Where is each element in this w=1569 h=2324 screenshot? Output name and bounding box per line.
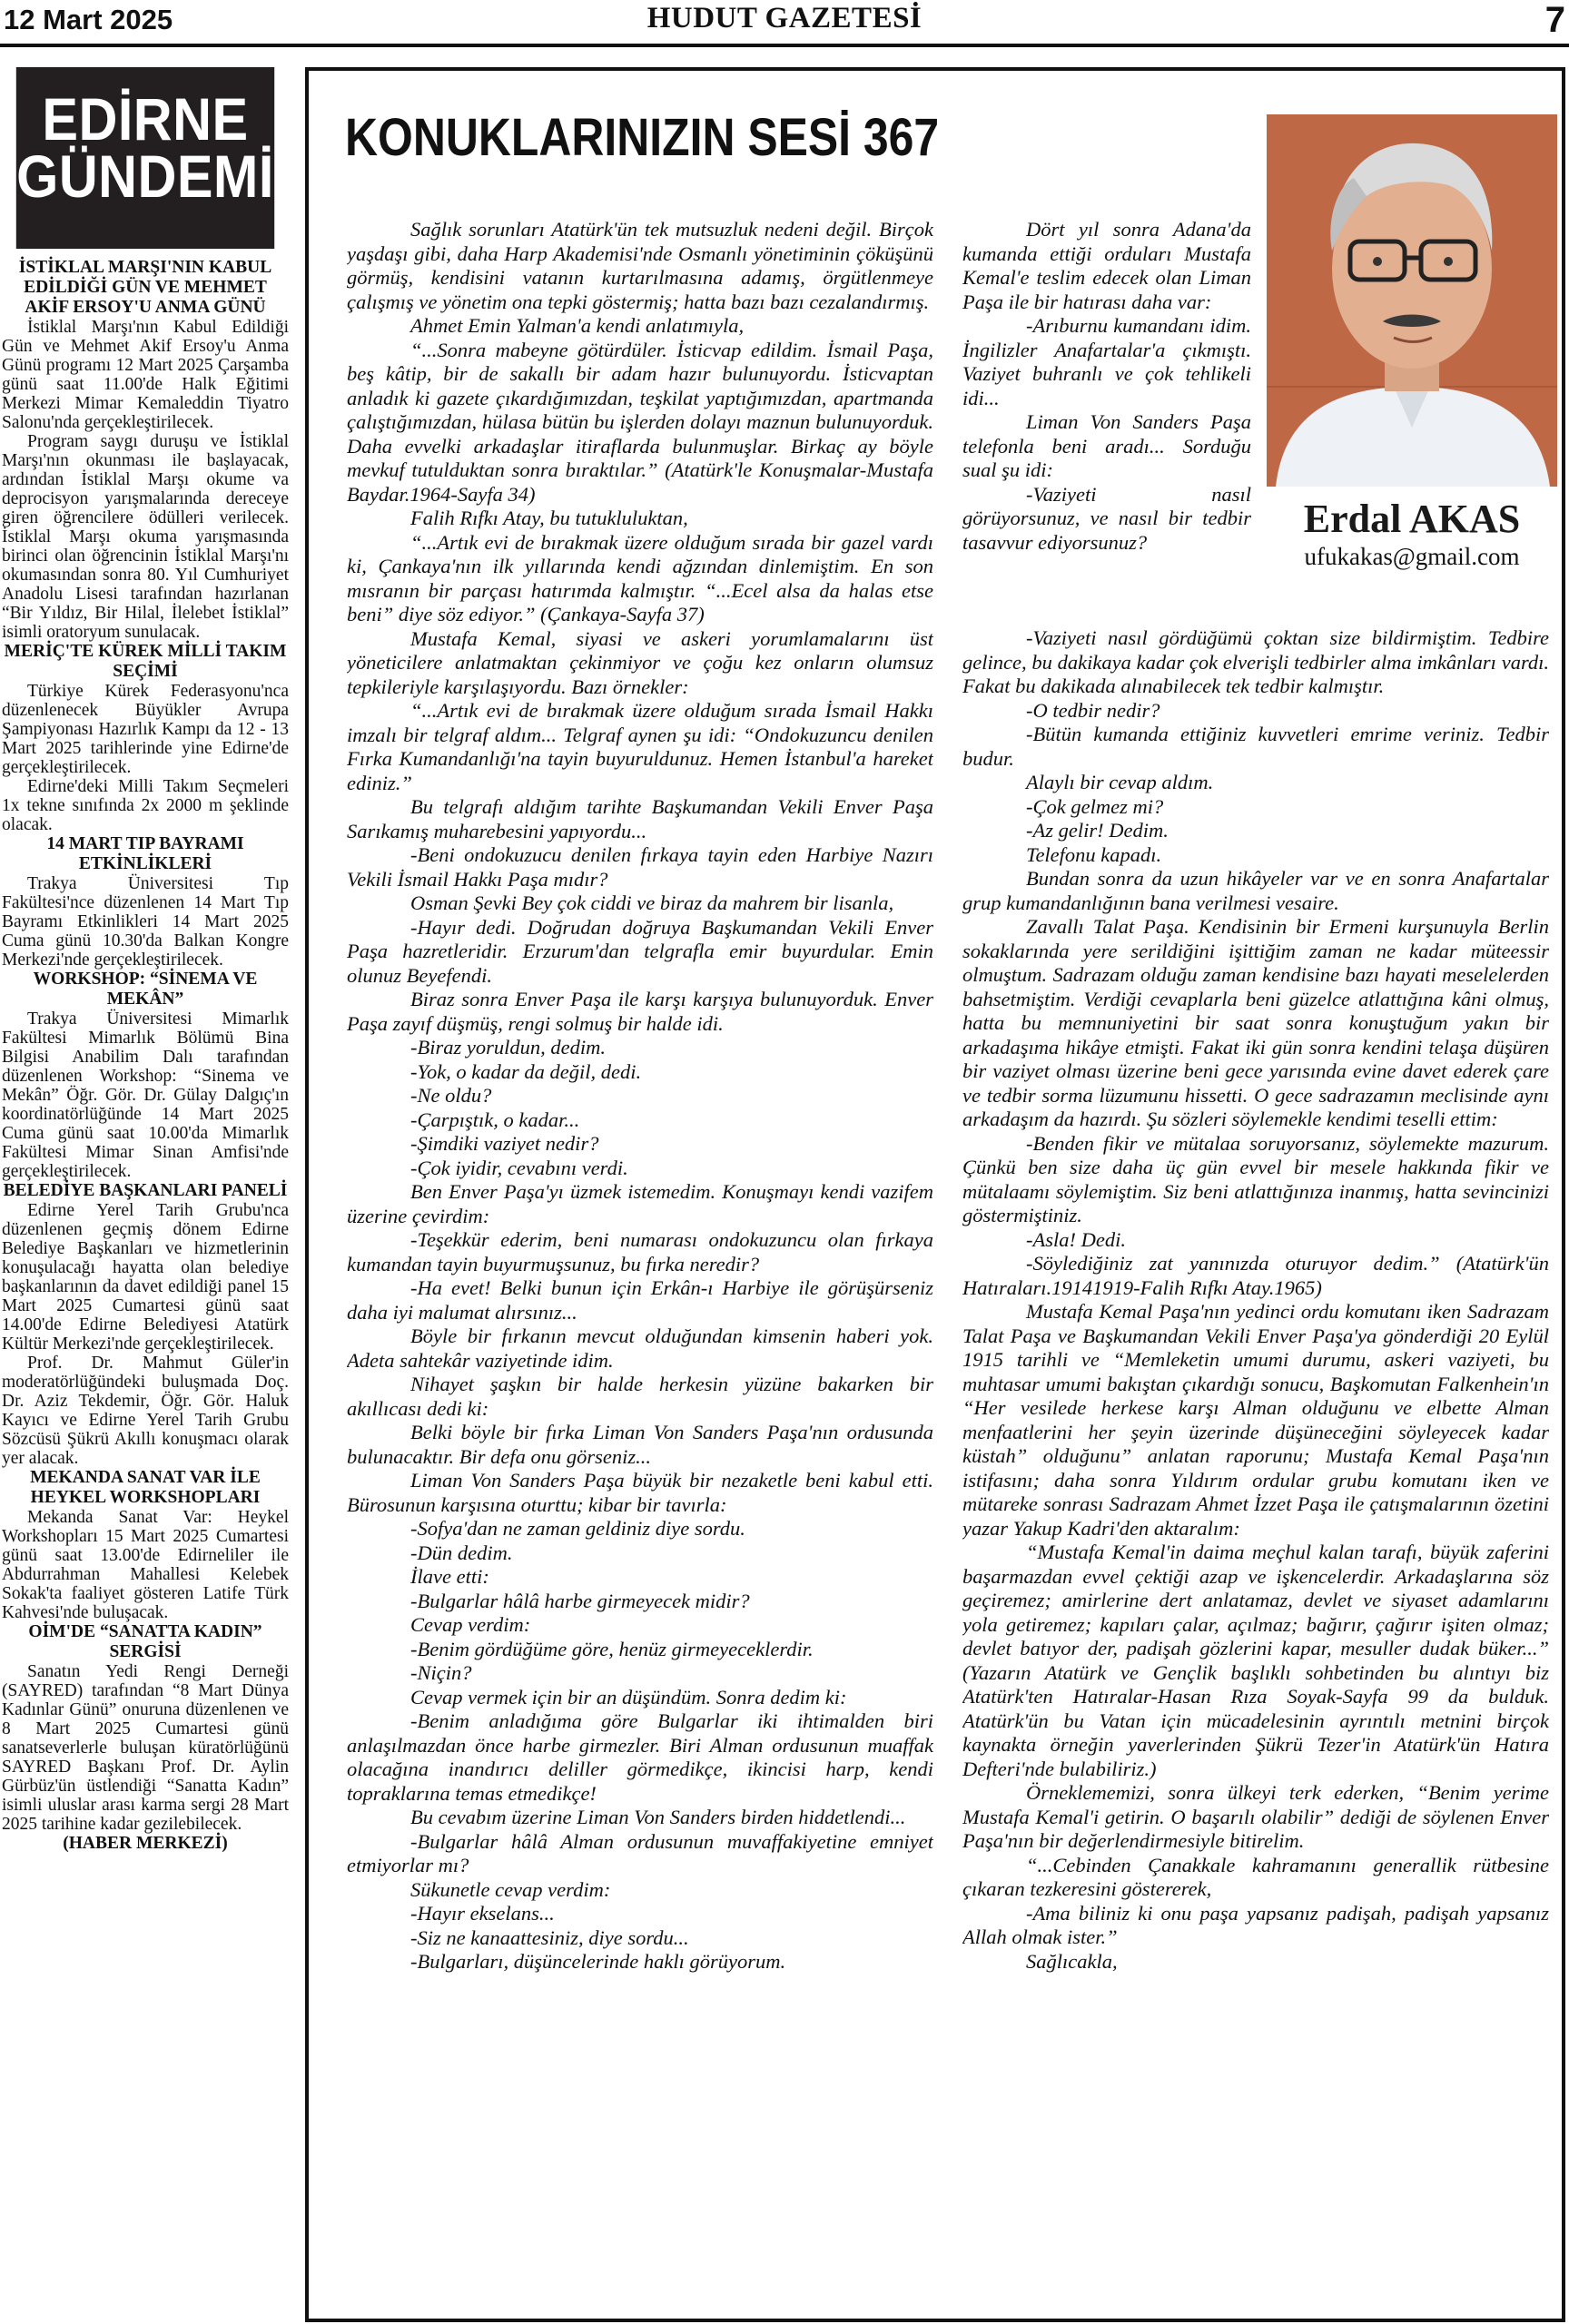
news-paragraph: Türkiye Kürek Federasyonu'nca düzenlenecek Büyükler Avrupa Şampiyonası Hazırlık Kampı da 12 - 13 Mart 2025 tarihlerinde yine Edirne'de gerçekleştirilecek. [2,682,289,777]
article-paragraph: Biraz sonra Enver Paşa ile karşı karşıya bulunuyorduk. Enver Paşa zayıf düşmüş, rengi solmuş bir halde idi. [347,988,933,1035]
news-heading: 14 MART TIP BAYRAMI ETKİNLİKLERİ [46,834,244,873]
article-paragraph: -Bulgarlar hâlâ Alman ordusunun muvaffakiyetine emniyet etmiyorlar mı? [347,1829,933,1876]
article-paragraph: Mustafa Kemal, siyasi ve askeri yorumlamalarını üst yöneticilere anlatmaktan çekinmiyor ve çoğu kez onların olumsuz tepkileriyle karşılaşıyordu. Bazı örnekler: [347,626,933,698]
article-paragraph: Dört yıl sonra Adana'da kumanda ettiği orduları Mustafa Kemal'e teslim edecek olan Liman Paşa ile bir hatırası daha var: [962,218,1251,313]
page-number: 7 [1544,0,1565,40]
article-paragraph: -Ha evet! Belki bunun için Erkân-ı Harbiye ile görüşürseniz daha iyi malumat alırsınız... [347,1276,933,1324]
article-paragraph: -Hayır dedi. Doğrudan doğruya Başkumandan Vekili Enver Paşa hazretleridir. Erzurum'dan telgrafla emir buyurdular. Emin olunuz Beyefendi. [347,915,933,987]
article-paragraph: -Çarpıştık, o kadar... [410,1108,580,1131]
article-paragraph: Liman Von Sanders Paşa büyük bir nezaketle beni kabul etti. Bürosunun karşısına oturttu; kibar bir tavırla: [347,1469,933,1516]
article-paragraph: Ben Enver Paşa'yı üzmek istemedim. Konuşmayı kendi vazifem üzerine çevirdim: [347,1180,933,1227]
news-paragraph: Edirne'deki Milli Takım Seçmeleri 1x tekne sınıfında 2x 2000 m şeklinde olacak. [2,777,289,834]
news-heading: OİM'DE “SANATTA KADIN” SERGİSİ [28,1622,262,1661]
article-paragraph: Sükunetle cevap verdim: [410,1877,611,1901]
article-paragraph: -Benim gördüğüme göre, henüz girmeyeceklerdir. [410,1637,814,1660]
news-paragraph: Prof. Dr. Mahmut Güler'in moderatörlüğündeki buluşmada Doç. Dr. Aziz Tekdemir, Öğr. Gör. Haluk Kayıcı ve Edirne Yerel Tarih Grubu Sözcüsü Şükrü Akıllı konuşmacı olarak yer alacak. [2,1354,289,1468]
news-paragraph: Mekanda Sanat Var: Heykel Workshopları 15 Mart 2025 Cumartesi günü saat 13.00'de Edirneliler ile Abdurrahman Mahallesi Kelebek Sokak'ta faaliyet gösteren Latife Türk Kahvesi'nde buluşacak. [2,1508,289,1622]
article-paragraph: Böyle bir fırkanın mevcut olduğundan kimsenin haberi yok. Adeta sahtekâr vaziyetinde idim. [347,1324,933,1372]
article-paragraph: -Vaziyeti nasıl görüyorsunuz, ve nasıl bir tedbir tasavvur ediyorsunuz? [962,482,1251,554]
article-paragraph: -Vaziyeti nasıl gördüğümü çoktan size bildirmiştim. Tedbire gelince, bu dakikaya kadar çok elverişli tedbirler alma imkânları vardı. Fakat bu dakikada alınabilecek tek tedbir kalmıştır. [962,626,1549,697]
article-paragraph: -Hayır ekselans... [410,1902,555,1925]
article-paragraph: -Sofya'dan ne zaman geldiniz diye sordu. [410,1517,745,1540]
page-header [0,0,1569,45]
article-paragraph: “...Sonra mabeyne götürdüler. İsticvap edildim. İsmail Paşa, beş kâtip, bir de sakallı bir adam hazır bulunuyordu. İsticvaptan anladık ki gazete çıkardığımızdan, teşkilat yaptığımızdan, apartmanda çalıştığımızdan, hülasa bütün bu işlerden dolayı maznun bulunuyorduk. Daha evvelki arkadaşlar itiraflarda bulunmuşlar. Birkaç ay böyle mevkuf tutulduktan sonra bıraktılar.” (Atatürk'le Konuşmalar-Mustafa Baydar.1964-Sayfa 34) [347,338,933,506]
article-paragraph: -Şimdiki vaziyet nedir? [410,1132,599,1155]
issue-date: 12 Mart 2025 [4,4,173,35]
article-paragraph: Bundan sonra da uzun hikâyeler var ve en sonra Anafartalar grup kumandanlığının bana verilmesi vesaire. [962,867,1549,914]
article-paragraph: Belki böyle bir fırka Liman Von Sanders Paşa'nın ordusunda bulunacaktır. Bir defa onu görseniz... [347,1421,933,1468]
article-paragraph: -Çok gelmez mi? [1026,794,1164,818]
author-photo [1267,114,1557,487]
article-column-2 [962,218,1251,626]
article-paragraph: -Biraz yoruldun, dedim. [410,1036,606,1059]
article-paragraph: Mustafa Kemal Paşa'nın yedinci ordu komutanı iken Sadrazam Talat Paşa ve Başkumandan Vekili Enver Paşa'ya gönderdiği 20 Eylül 1915 tarihli ve “Memleketin umumi durumu, askeri vaziyeti, bu muhtasar umumi bakıştan çıkardığı sonucu, Başkomutan Falkenhein'ın “Her vesilede herkese karşı Alman olduğunu ve elbette Alman menfaatlerini her şeyin üzerinde düşüneceğini söyleyecek kadar küstah” olduğunu” anlatan raporunu; Mustafa Kemal Paşa'nın istifasını; daha sonra Yıldırım ordular grubu komutanı iken ve mütareke sonrası Sadrazam Ahmet İzzet Paşa ile çatışmalarının özetini yazar Yakup Kadri'den aktaralım: [962,1300,1549,1540]
sidebar-signature: (HABER MERKEZİ) [63,1834,228,1853]
article-paragraph: -Siz ne kanaattesiniz, diye sordu... [410,1925,689,1949]
article-paragraph: “...Artık evi de bırakmak üzere olduğum sırada İsmail Hakkı imzalı bir telgraf aldım... Telgraf aynen şu idi: “Ondokuzuncu denilen Fırka Kumandanlığı'na tayin buyuruldunuz. Hemen İstanbul'a hareket ediniz.” [347,699,933,794]
sidebar-news-list [2,249,289,1853]
article-paragraph: “...Cebinden Çanakkale kahramanını generallik rütbesine çıkaran tezkeresini göstererek, [962,1853,1549,1900]
article-paragraph: -Asla! Dedi. [1026,1227,1126,1251]
article-paragraph: Ahmet Emin Yalman'a kendi anlatımıyla, [410,314,745,337]
article-paragraph: Örneklememizi, sonra ülkeyi terk ederken, “Benim yerime Mustafa Kemal'i getirin. O başarılı olabilir” dediği de söylenen Enver Paşa'nın bir değerlendirmesiyle bitirelim. [962,1781,1549,1852]
article-paragraph: İlave etti: [410,1565,489,1588]
news-paragraph: Trakya Üniversitesi Mimarlık Fakültesi Mimarlık Bölümü Bina Bilgisi Anabilim Dalı tarafından düzenlenen Workshop: “Sinema ve Mekân” Öğr. Gör. Dr. Gülay Dalgıç'ın koordinatörlüğünde 14 Mart 2025 Cuma günü saat 10.00'da Mimarlık Fakültesi Mimar Sinan Amfisi'nde gerçekleştirilecek. [2,1009,289,1181]
news-paragraph: İstiklal Marşı'nın Kabul Edildiği Gün ve Mehmet Akif Ersoy'u Anma Günü programı 12 Mart 2025 Çarşamba günü saat 11.00'de Halk Eğitimi Merkezi Mimar Kemaleddin Tiyatro Salonu'nda gerçekleştirilecek. [2,318,289,432]
article-paragraph: -Beni ondokuzucu denilen fırkaya tayin eden Harbiye Nazırı Vekili İsmail Hakkı Paşa mıdır? [347,843,933,891]
article-paragraph: Telefonu kapadı. [1026,842,1162,866]
newspaper-name: HUDUT GAZETESİ [646,2,923,34]
article-paragraph: -O tedbir nedir? [1026,698,1160,722]
edirne-gundemi-sidebar [2,67,289,2324]
article-paragraph: -Niçin? [410,1661,472,1684]
article-paragraph: -Az gelir! Dedim. [1026,819,1169,842]
article-title: KONUKLARINIZIN SESİ 367 [345,108,940,167]
article-paragraph: Bu telgrafı aldığım tarihte Başkumandan Vekili Enver Paşa Sarıkamış muharebesini yapıyordu... [347,795,933,842]
article-paragraph: Cevap verdim: [410,1613,531,1636]
article-paragraph: Liman Von Sanders Paşa telefonla beni aradı... Sorduğu sual şu idi: [962,410,1251,481]
news-paragraph: Program saygı duruşu ve İstiklal Marşı'nın okunması ile başlayacak, ardından İstiklal Marşı okume va deprocisyon yarışmalarında dereceye giren öğrencilere ödülleri verilecek. İstiklal Marşı okuma yarışmasında birinci olan öğrencinin İstiklal Marşı'nı okumasından sonra 80. Yıl Cumhuriyet Anadolu Lisesi tarafından hazırlanan “Bir Yıldız, Bir Hilal, İlelebet İstiklal” isimli oratoryum sunulacak. [2,432,289,642]
article-paragraph: -Yok, o kadar da değil, dedi. [410,1059,642,1083]
news-paragraph: Sanatın Yedi Rengi Derneği (SAYRED) tarafından “8 Mart Dünya Kadınlar Günü” onuruna düzenlenen ve 8 Mart 2025 Cumartesi günü sanatseverlerle buluşan küratörlüğünü SAYRED Başkanı Prof. Dr. Aylin Gürbüz'ün üstlendiği “Sanatta Kadın” isimli uluslar arası karma sergi 28 Mart 2025 tarihine kadar gezilebilecek. [2,1662,289,1834]
article-column-1 [347,218,933,2306]
article-paragraph: Sağlık sorunları Atatürk'ün tek mutsuzluk nedeni değil. Birçok yaşdaşı gibi, daha Harp Akademisi'nde Osmanlı yönetiminin çöküşünü görmüş, kendisini vatanın kurtarılmasına adamış, örgütlenmeye çalışmış ve yönetim ona tepki göstermiş; hatta bazı bazı cezalandırmış. [347,218,933,313]
news-heading: İSTİKLAL MARŞI'NIN KABUL EDİLDİĞİ GÜN VE MEHMET AKİF ERSOY'U ANMA GÜNÜ [18,258,272,317]
article-paragraph: -Dün dedim. [410,1541,513,1564]
article-paragraph: -Ne oldu? [410,1084,492,1107]
article-paragraph: Sağlıcakla, [1026,1949,1118,1973]
article-paragraph: -Arıburnu kumandanı idim. İngilizler Anafartalar'a çıkmıştı. Vaziyet buhranlı ve çok tehlikeli idi... [962,314,1251,409]
article-paragraph: -Bulgarlar hâlâ harbe girmeyecek midir? [410,1589,750,1612]
news-heading: BELEDİYE BAŞKANLARI PANELİ [3,1181,288,1200]
article-column-3 [962,626,1549,2306]
news-paragraph: Edirne Yerel Tarih Grubu'nca düzenlenen geçmiş dönem Edirne Belediye Başkanları ve hizmetlerinin konuşulacağı hayatta olan belediye başkanlarının da davet edildiği panel 15 Mart 2025 Cumartesi günü saat 14.00'de Edirne Belediyesi Atatürk Kültür Merkezi'nde gerçekleştirilecek. [2,1201,289,1354]
article-paragraph: -Söylediğiniz zat yanınızda oturuyor dedim.” (Atatürk'ün Hatıraları.19141919-Falih Rıfkı Atay.1965) [962,1252,1549,1299]
author-email: ufukakas@gmail.com [1304,543,1520,570]
article-paragraph: Falih Rıfkı Atay, bu tutukluluktan, [410,507,688,529]
news-heading: MEKANDA SANAT VAR İLE HEYKEL WORKSHOPLARI [30,1468,261,1507]
header-rule [0,44,1569,47]
news-heading: WORKSHOP: “SİNEMA VE MEKÂN” [33,970,258,1009]
article-paragraph: -Benden fikir ve mütalaa soruyorsanız, söylemekte mazurum. Çünkü ben size daha üç gün evvel bir mesele hakkında fikir ve mütalaamı söylemiştim. Siz beni atlattığınıza inanmış, hatta sevincinizi göstermiştiniz. [962,1131,1549,1226]
article-paragraph: Alaylı bir cevap aldım. [1026,771,1214,793]
article-paragraph: “...Artık evi de bırakmak üzere olduğum sırada bir gazel vardı ki, Çankaya'nın ilk yıllarında kendi ağzından dinlemiştim. En son mısranın bir parçası hatırımda kalmıştır. “...Ecel alsa da halas etse beni” diye söz ediyor.” (Çankaya-Sayfa 37) [347,530,933,625]
news-paragraph: Trakya Üniversitesi Tıp Fakültesi'nce düzenlenen 14 Mart Tıp Bayramı Etkinlikleri 14 Mart 2025 Cuma günü 10.30'da Balkan Kongre Merkezi'nde gerçekleştirilecek. [2,874,289,970]
article-paragraph: -Ama biliniz ki onu paşa yapsanız padişah, padişah yapsanız Allah olmak ister.” [962,1901,1549,1948]
article-paragraph: Osman Şevki Bey çok ciddi ve biraz da mahrem bir lisanla, [410,891,894,914]
article-paragraph: Bu cevabım üzerine Liman Von Sanders birden hiddetlendi... [410,1806,906,1828]
news-heading: MERİÇ'TE KÜREK MİLLİ TAKIM SEÇİMİ [4,642,287,681]
article-paragraph: -Bütün kumanda ettiğiniz kuvvetleri emrime veriniz. Tedbir budur. [962,723,1549,770]
article-paragraph: -Çok iyidir, cevabını verdi. [410,1156,628,1179]
sidebar-title: EDİRNE GÜNDEMİ [16,67,274,249]
article-paragraph: -Benim anladığıma göre Bulgarlar iki ihtimalden biri anlaşılmazdan önce harbe girmezler. Biri Alman ordusunun muaffak olacağına inandırıcı deliller görmedikçe, ikincisi harp, kendi topraklarına temas etmedikçe! [347,1709,933,1805]
article-paragraph: Nihayet şaşkın bir halde herkesin yüzüne bakarken bir akıllıcası dedi ki: [347,1373,933,1420]
author-name: Erdal AKAS [1303,497,1521,541]
article-paragraph: -Bulgarları, düşüncelerinde haklı görüyorum. [410,1950,786,1973]
article-paragraph: Zavallı Talat Paşa. Kendisinin bir Ermeni kurşunuyla Berlin sokaklarında yere serildiğini işittiğim zaman ne kadar müteessir olmuştum. Sadrazam olduğu zaman kendisine bazı hayati meselelerden bahsetmiştim. Verdiği cevaplarla beni güzelce atlattığına kâni olmuş, hatta bu memnuniyetini bir saat sonra konuştuğum yakın bir arkadaşıma hikâye etmişti. Fakat iki gün sonra kendini telaşa düşüren bir vaziyet olması üzerine beni gece yarısında evine davet ederek çare ve tedbir sorma lüzumunu hissetti. O gece sadrazamın meclisinde aynı arkadaşım da hazırdı. Şu sözleri söylemekle kendimi teselli ettim: [962,915,1549,1130]
article-paragraph: “Mustafa Kemal'in daima meçhul kalan tarafı, büyük zaferini başarmazdan evvel çektiği azap ve işkencelerdir. Arkadaşlarına söz geçiremez; amirlerine dert anlatamaz, devlet ve siyaset adamlarını yola getiremez; kapıları çalar, açılmaz; bağırır, çağırır işiten olmaz; devlet batıyor der, padişah gözlerini kapar, mesuller dudak büker...” (Yazarın Atatürk ve Gençlik başlıklı sohbetinden bu alıntıyı biz Atatürk'ten Hatıralar-Hasan Rıza Soyak-Sayfa 99 da bulduk. Atatürk'ün bu Vatan için mücadelesinin ayrıntılı metnini birçok kaynakta örneğin yaverlerinden Şükrü Tezer'in Atatürk'ün Hatıra Defteri'nde bulabiliriz.) [962,1541,1549,1780]
article-paragraph: -Teşekkür ederim, beni numarası ondokuzuncu olan fırkaya kumandan tayin buyurmuşsunuz, bu fırka neredir? [347,1228,933,1275]
article-frame [305,67,1565,2322]
article-paragraph: Cevap vermek için bir an düşündüm. Sonra dedim ki: [410,1685,847,1709]
